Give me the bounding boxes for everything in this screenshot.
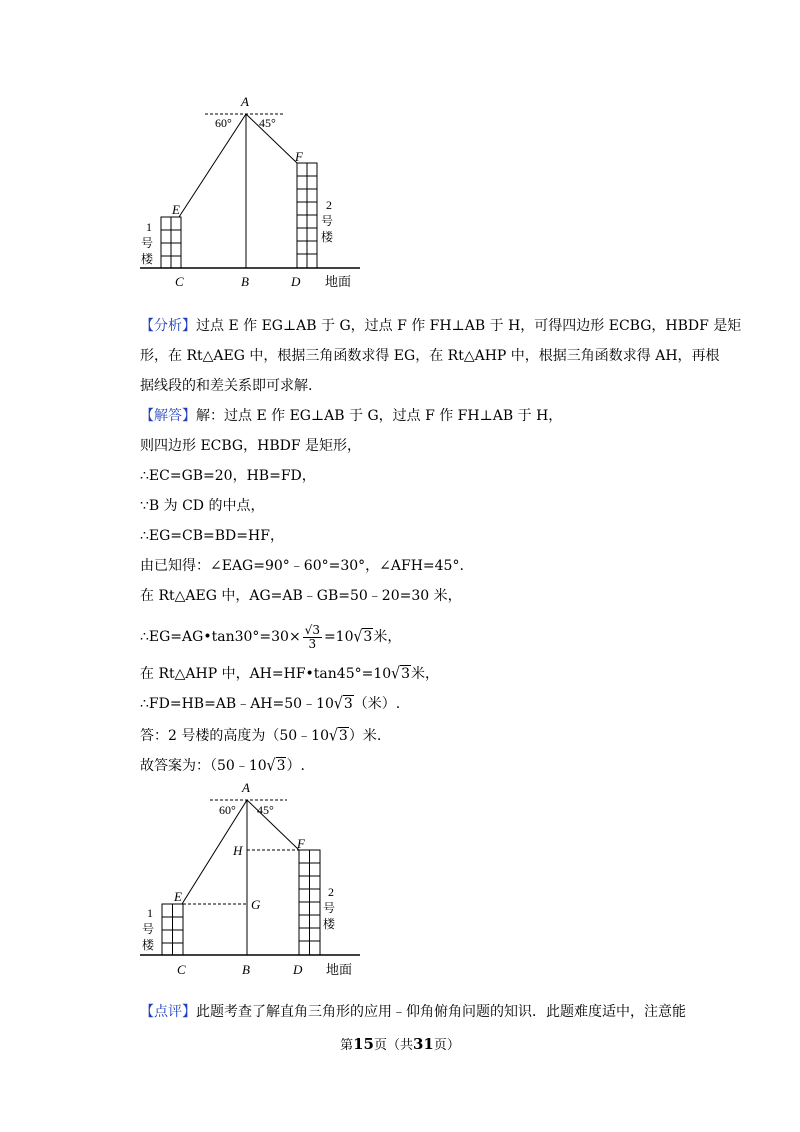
angle-60-label: 60° bbox=[219, 803, 236, 817]
sqrt-3: √3 bbox=[353, 627, 373, 647]
page-number: 15 bbox=[353, 1035, 374, 1053]
analysis-line-1: 【分析】过点 E 作 EG⊥AB 于 G，过点 F 作 FH⊥AB 于 H，可得四边形 ECBG，HBDF 是矩 bbox=[140, 318, 742, 334]
building-2-label-1: 2 bbox=[328, 885, 334, 899]
label-e: E bbox=[174, 889, 182, 904]
building-1 bbox=[161, 217, 181, 268]
building-1-label-2: 号 bbox=[142, 922, 155, 936]
analysis-line-2: 形，在 Rt△AEG 中，根据三角函数求得 EG，在 Rt△AHP 中，根据三角函数求得 AH，再根 bbox=[140, 348, 720, 364]
label-c: C bbox=[177, 962, 186, 977]
analysis-tag: 【分析】 bbox=[140, 318, 196, 334]
figure-2 bbox=[135, 778, 375, 983]
building-2-label-1: 2 bbox=[326, 198, 332, 212]
building-1-label-1: 1 bbox=[147, 906, 153, 920]
solution-line-6: 由已知得：∠EAG=90°﹣60°=30°，∠AFH=45°. bbox=[140, 558, 464, 574]
label-b: B bbox=[241, 274, 249, 289]
building-1-label-3: 楼 bbox=[141, 252, 154, 266]
angle-45-label: 45° bbox=[259, 116, 276, 130]
fraction-sqrt3-over-3: $\frac{√3}{3}$ bbox=[304, 622, 320, 651]
solution-tag: 【解答】 bbox=[140, 408, 196, 424]
solution-line-10: ∴FD=HB=AB﹣AH=50﹣10√3（米）. bbox=[140, 694, 401, 714]
label-f: F bbox=[295, 149, 303, 164]
label-a: A bbox=[242, 780, 250, 795]
label-d: D bbox=[293, 962, 303, 977]
solution-line-3: ∴EC=GB=20，HB=FD， bbox=[140, 468, 316, 484]
angle-45-label: 45° bbox=[257, 803, 274, 817]
building-1-label-1: 1 bbox=[146, 220, 152, 234]
figure-1 bbox=[135, 90, 375, 295]
building-2 bbox=[299, 850, 320, 955]
label-c: C bbox=[175, 274, 184, 289]
segment-ae bbox=[179, 114, 246, 217]
label-d: D bbox=[291, 274, 301, 289]
angle-60-label: 60° bbox=[215, 116, 232, 130]
total-pages: 31 bbox=[413, 1035, 434, 1053]
solution-line-2: 则四边形 ECBG，HBDF 是矩形， bbox=[140, 438, 361, 454]
ground-label: 地面 bbox=[325, 274, 352, 289]
building-2-label-3: 楼 bbox=[321, 230, 334, 244]
building-2 bbox=[297, 163, 317, 268]
building-1-label-2: 号 bbox=[141, 236, 154, 250]
solution-line-4: ∵B 为 CD 的中点， bbox=[140, 498, 265, 514]
label-b: B bbox=[242, 962, 250, 977]
solution-line-12: 故答案为：（50﹣10√3）. bbox=[140, 756, 305, 776]
solution-line-1: 【解答】解：过点 E 作 EG⊥AB 于 G，过点 F 作 FH⊥AB 于 H， bbox=[140, 408, 563, 424]
building-2-label-2: 号 bbox=[321, 214, 334, 228]
solution-line-7: 在 Rt△AEG 中，AG=AB﹣GB=50﹣20=30 米， bbox=[140, 588, 462, 604]
building-2-label-2: 号 bbox=[323, 901, 336, 915]
label-e: E bbox=[172, 202, 180, 217]
building-1-label-3: 楼 bbox=[142, 938, 155, 952]
solution-line-8: ∴EG=AG•tan30°=30× $\frac{√3}{3}$ =10√3米， bbox=[140, 620, 401, 654]
solution-line-9: 在 Rt△AHP 中，AH=HF•tan45°=10√3米， bbox=[140, 664, 439, 684]
comment-tag: 【点评】 bbox=[140, 1004, 196, 1020]
solution-line-5: ∴EG=CB=BD=HF， bbox=[140, 528, 284, 544]
label-a: A bbox=[241, 94, 249, 109]
building-1 bbox=[162, 904, 183, 955]
building-2-label-3: 楼 bbox=[323, 917, 336, 931]
ground-label: 地面 bbox=[326, 962, 353, 977]
solution-line-11: 答：2 号楼的高度为（50﹣10√3）米. bbox=[140, 726, 382, 746]
comment-line: 【点评】此题考查了解直角三角形的应用﹣仰角俯角问题的知识．此题难度适中，注意能 bbox=[140, 1004, 686, 1020]
analysis-line-3: 据线段的和差关系即可求解. bbox=[140, 378, 313, 394]
page-footer: 第15页（共31页） bbox=[340, 1035, 460, 1053]
label-h: H bbox=[233, 843, 243, 858]
label-g: G bbox=[251, 897, 261, 912]
label-f: F bbox=[297, 836, 305, 851]
